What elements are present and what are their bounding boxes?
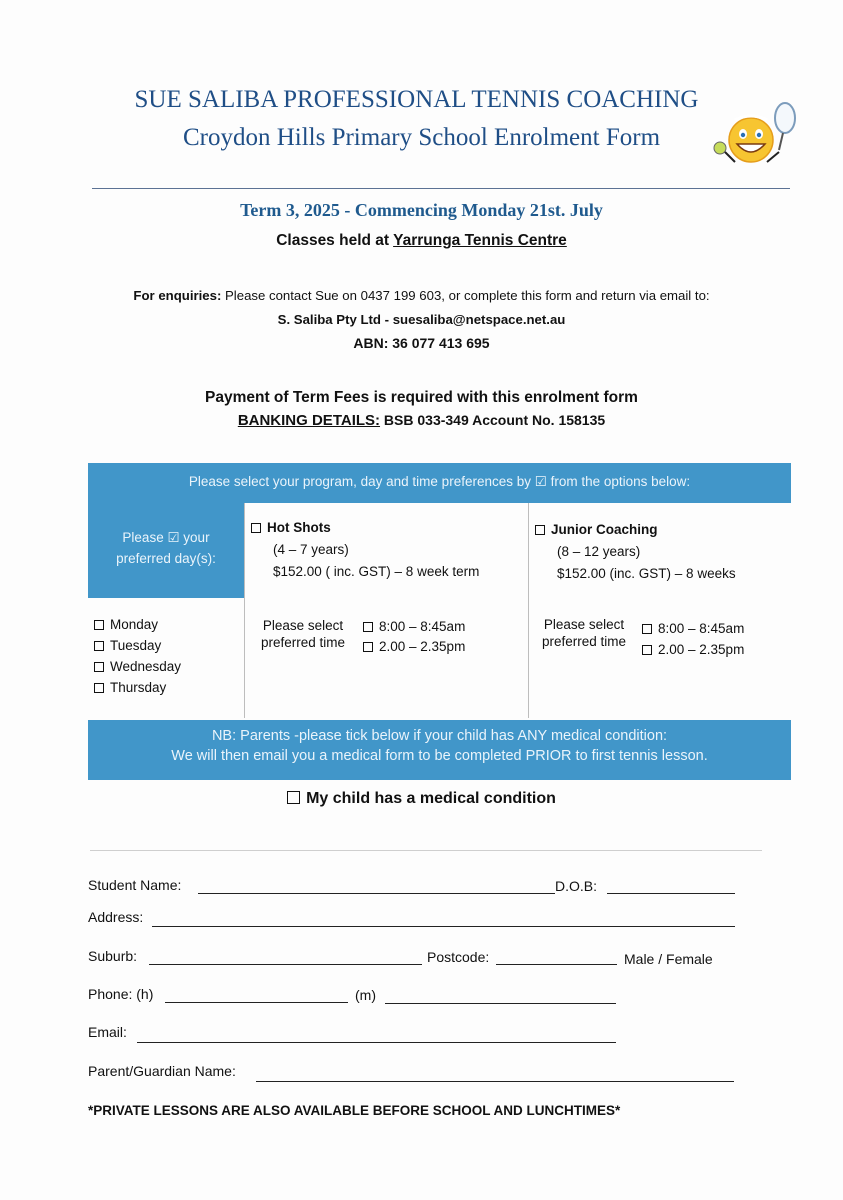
time-label: 8:00 – 8:45am bbox=[658, 621, 745, 636]
venue-prefix: Classes held at bbox=[276, 232, 394, 249]
medical-condition-label: My child has a medical condition bbox=[306, 790, 556, 807]
checkbox[interactable] bbox=[94, 641, 104, 651]
time-prompt bbox=[538, 617, 630, 649]
banking-line bbox=[0, 412, 843, 429]
day-option-monday[interactable] bbox=[94, 617, 158, 632]
payment-notice: Payment of Term Fees is required with this enrolment form bbox=[205, 389, 638, 406]
time-prompt-line1: Please select bbox=[543, 617, 625, 632]
column-divider bbox=[528, 503, 529, 718]
day-label: Tuesday bbox=[110, 638, 162, 653]
time-prompt-line2: preferred time bbox=[260, 635, 346, 650]
time-label: 8:00 – 8:45am bbox=[379, 619, 466, 634]
time-option-morning[interactable] bbox=[642, 621, 744, 636]
enquiries-text: Please contact Sue on 0437 199 603, or complete this form and return via email to: bbox=[221, 288, 710, 303]
banking-label: BANKING DETAILS: bbox=[237, 412, 381, 429]
medical-condition-option[interactable] bbox=[0, 790, 843, 808]
checkbox[interactable] bbox=[94, 620, 104, 630]
phone-home-label: Phone: (h) bbox=[88, 986, 154, 1002]
suburb-label: Suburb: bbox=[88, 948, 138, 964]
time-prompt-line2: preferred time bbox=[541, 634, 627, 649]
medical-notice bbox=[88, 720, 791, 780]
program-name: Junior Coaching bbox=[551, 522, 658, 537]
time-prompt bbox=[258, 618, 348, 650]
enquiries-label: For enquiries: bbox=[133, 288, 222, 303]
time-label: 2.00 – 2.35pm bbox=[379, 639, 466, 654]
column-divider bbox=[244, 503, 245, 718]
program-price: $152.00 ( inc. GST) – 8 week term bbox=[273, 564, 480, 579]
venue-name: Yarrunga Tennis Centre bbox=[393, 232, 567, 249]
postcode-field[interactable] bbox=[496, 964, 617, 965]
tennis-mascot-icon bbox=[705, 100, 800, 170]
phone-mobile-label: (m) bbox=[355, 987, 376, 1003]
venue-line bbox=[0, 232, 843, 250]
day-label: Wednesday bbox=[110, 659, 182, 674]
banking-details: BSB 033-349 Account No. 158135 bbox=[380, 412, 606, 428]
checkbox[interactable] bbox=[251, 523, 261, 533]
medical-notice-line2: We will then email you a medical form to be completed PRIOR to first tennis lesson. bbox=[171, 748, 708, 764]
dob-field[interactable] bbox=[607, 893, 735, 894]
program-option-hot-shots[interactable] bbox=[251, 520, 331, 535]
checkbox[interactable] bbox=[642, 645, 652, 655]
phone-mobile-field[interactable] bbox=[385, 1003, 616, 1004]
term-heading: Term 3, 2025 - Commencing Monday 21st. July bbox=[240, 200, 603, 220]
checkbox[interactable] bbox=[287, 791, 300, 804]
program-price: $152.00 (inc. GST) – 8 weeks bbox=[557, 566, 736, 581]
student-name-label: Student Name: bbox=[88, 877, 182, 893]
address-label: Address: bbox=[88, 909, 144, 925]
day-option-wednesday[interactable] bbox=[94, 659, 181, 674]
time-option-afternoon[interactable] bbox=[363, 639, 465, 654]
program-option-junior-coaching[interactable] bbox=[535, 522, 658, 537]
form-title: SUE SALIBA PROFESSIONAL TENNIS COACHING bbox=[134, 86, 699, 113]
parent-name-field[interactable] bbox=[256, 1081, 734, 1082]
checkbox[interactable] bbox=[94, 662, 104, 672]
program-ages: (4 – 7 years) bbox=[273, 542, 349, 557]
checkbox[interactable] bbox=[363, 622, 373, 632]
gender-option[interactable]: Male / Female bbox=[624, 951, 713, 967]
phone-home-field[interactable] bbox=[165, 1002, 348, 1003]
day-label: Monday bbox=[110, 617, 159, 632]
abn: ABN: 36 077 413 695 bbox=[353, 335, 490, 351]
section-divider bbox=[90, 850, 762, 851]
email-field[interactable] bbox=[137, 1042, 616, 1043]
medical-notice-line1: NB: Parents -please tick below if your child has ANY medical condition: bbox=[211, 728, 668, 744]
checkbox[interactable] bbox=[535, 525, 545, 535]
time-option-afternoon[interactable] bbox=[642, 642, 744, 657]
program-name: Hot Shots bbox=[267, 520, 331, 535]
day-prompt-line1: Please ☑ your bbox=[122, 530, 210, 545]
postcode-label: Postcode: bbox=[427, 949, 490, 965]
enquiries-line bbox=[0, 288, 843, 303]
private-lessons-note: *PRIVATE LESSONS ARE ALSO AVAILABLE BEFORE SCHOOL AND LUNCHTIMES* bbox=[88, 1103, 621, 1118]
header-divider bbox=[92, 188, 790, 189]
checkbox[interactable] bbox=[642, 624, 652, 634]
time-prompt-line1: Please select bbox=[262, 618, 344, 633]
checkbox[interactable] bbox=[363, 642, 373, 652]
time-label: 2.00 – 2.35pm bbox=[658, 642, 745, 657]
address-field[interactable] bbox=[152, 926, 735, 927]
program-ages: (8 – 12 years) bbox=[557, 544, 641, 559]
selection-instruction: Please select your program, day and time preferences by ☑ from the options below: bbox=[88, 463, 791, 503]
day-option-tuesday[interactable] bbox=[94, 638, 161, 653]
day-prompt-line2: preferred day(s): bbox=[116, 551, 216, 566]
parent-name-label: Parent/Guardian Name: bbox=[88, 1063, 236, 1079]
day-label: Thursday bbox=[110, 680, 167, 695]
checkbox[interactable] bbox=[94, 683, 104, 693]
student-name-field[interactable] bbox=[198, 893, 555, 894]
email-label: Email: bbox=[88, 1024, 127, 1040]
time-option-morning[interactable] bbox=[363, 619, 465, 634]
dob-label: D.O.B: bbox=[555, 878, 598, 894]
company-email: S. Saliba Pty Ltd - suesaliba@netspace.net.au bbox=[277, 312, 566, 327]
form-subtitle: Croydon Hills Primary School Enrolment Form bbox=[182, 124, 661, 151]
suburb-field[interactable] bbox=[149, 964, 422, 965]
day-prompt-box bbox=[88, 503, 244, 598]
day-option-thursday[interactable] bbox=[94, 680, 166, 695]
